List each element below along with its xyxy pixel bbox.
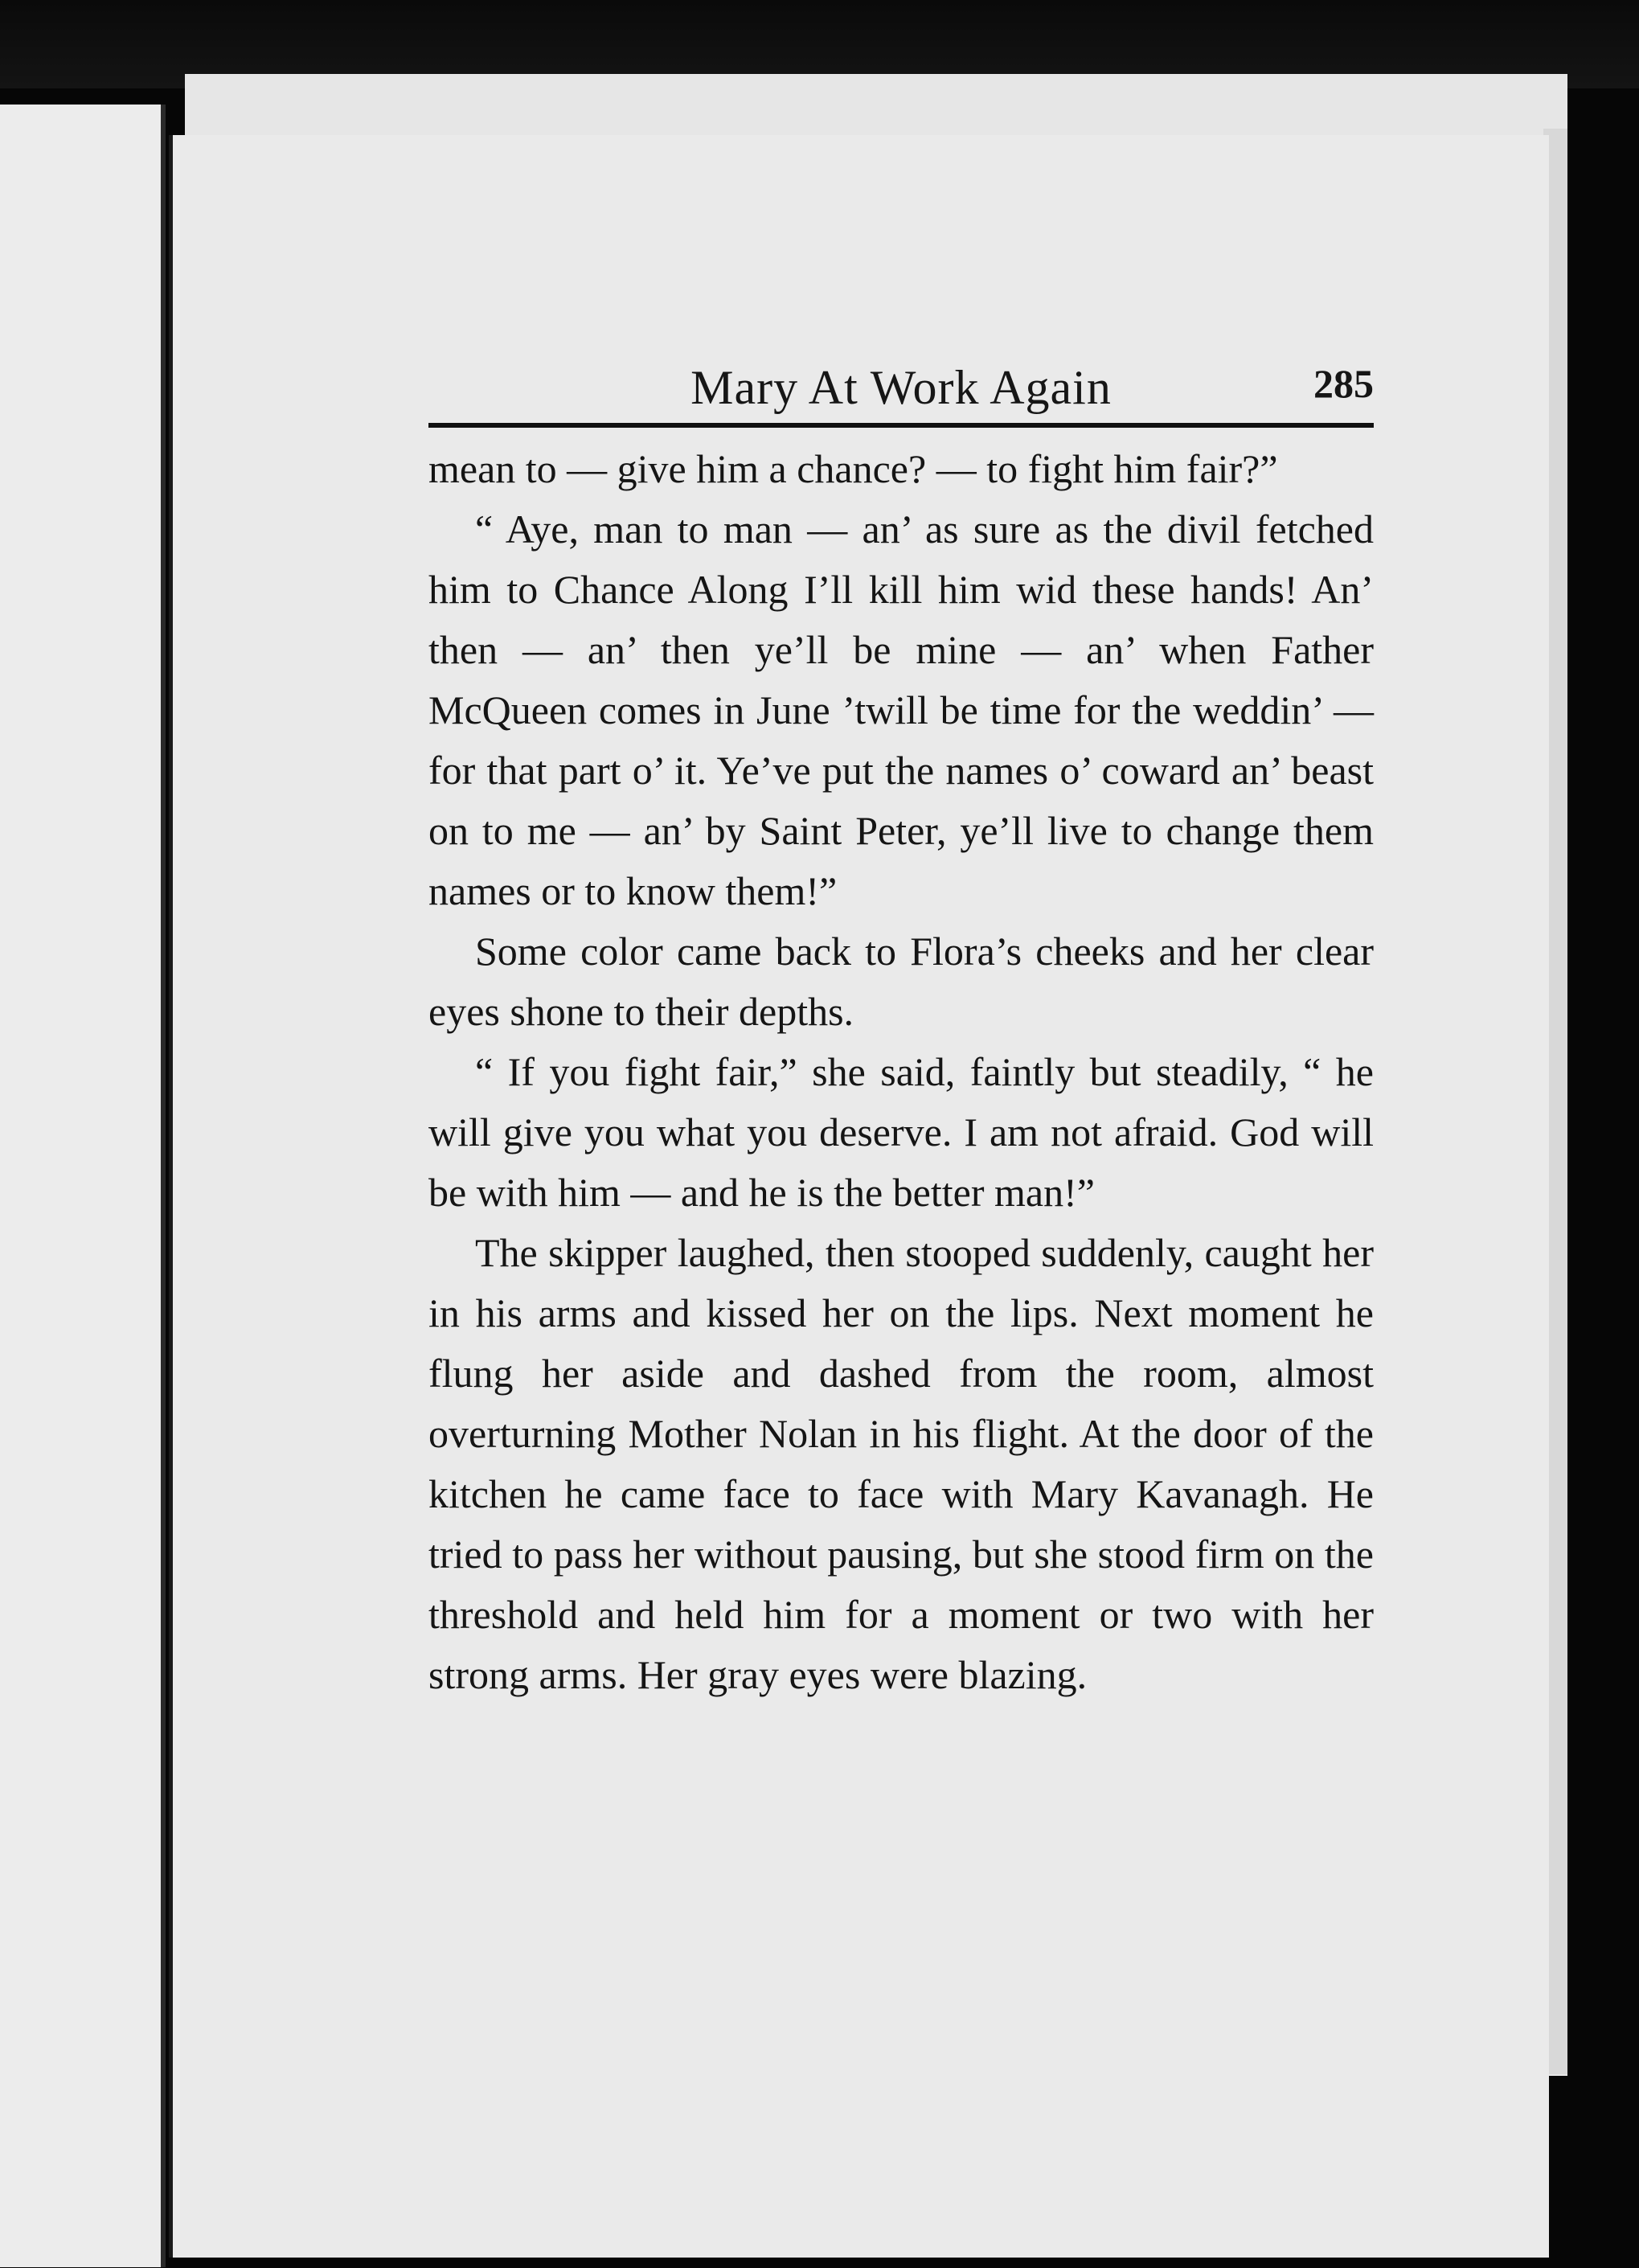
paragraph: “ Aye, man to man — an’ as sure as the divil fetched him to Chance Along I’ll kill him wid these hands! An’ then — an’ then ye’ll be mine — an’ when Father McQueen comes in June ’twill be time for the weddin’ — for that part o’ it. Ye’ve put the names o’ coward an’ beast on to me — an’ by Saint Peter, ye’ll live to change them names or to know them!” (428, 507, 1374, 913)
paragraph: “ If you fight fair,” she said, faintly but steadily, “ he will give you what you deserve. I am not afraid. God will be with him — and he is the better man!” (428, 1049, 1374, 1215)
page-number: 285 (1313, 361, 1374, 406)
header-rule (428, 423, 1374, 428)
body-text (428, 439, 1374, 1705)
book-page (169, 135, 1549, 2258)
running-header (428, 349, 1374, 439)
page-content (428, 349, 1374, 1705)
paragraph: Some color came back to Flora’s cheeks and her clear eyes shone to their depths. (428, 929, 1374, 1034)
paragraph: mean to — give him a chance? — to fight him fair?” (428, 446, 1278, 491)
left-page-edge (0, 105, 166, 2267)
running-title: Mary At Work Again (690, 361, 1112, 414)
paragraph: The skipper laughed, then stooped suddenly, caught her in his arms and kissed her on the lips. Next moment he flung her aside and dashed from the room, almost overturning Mother Nolan in his flight. At the door of the kitchen he came face to face with Mary Kavanagh. He tried to pass her without pausing, but she stood firm on the threshold and held him for a moment or two with her strong arms. Her gray eyes were blazing. (428, 1230, 1374, 1697)
